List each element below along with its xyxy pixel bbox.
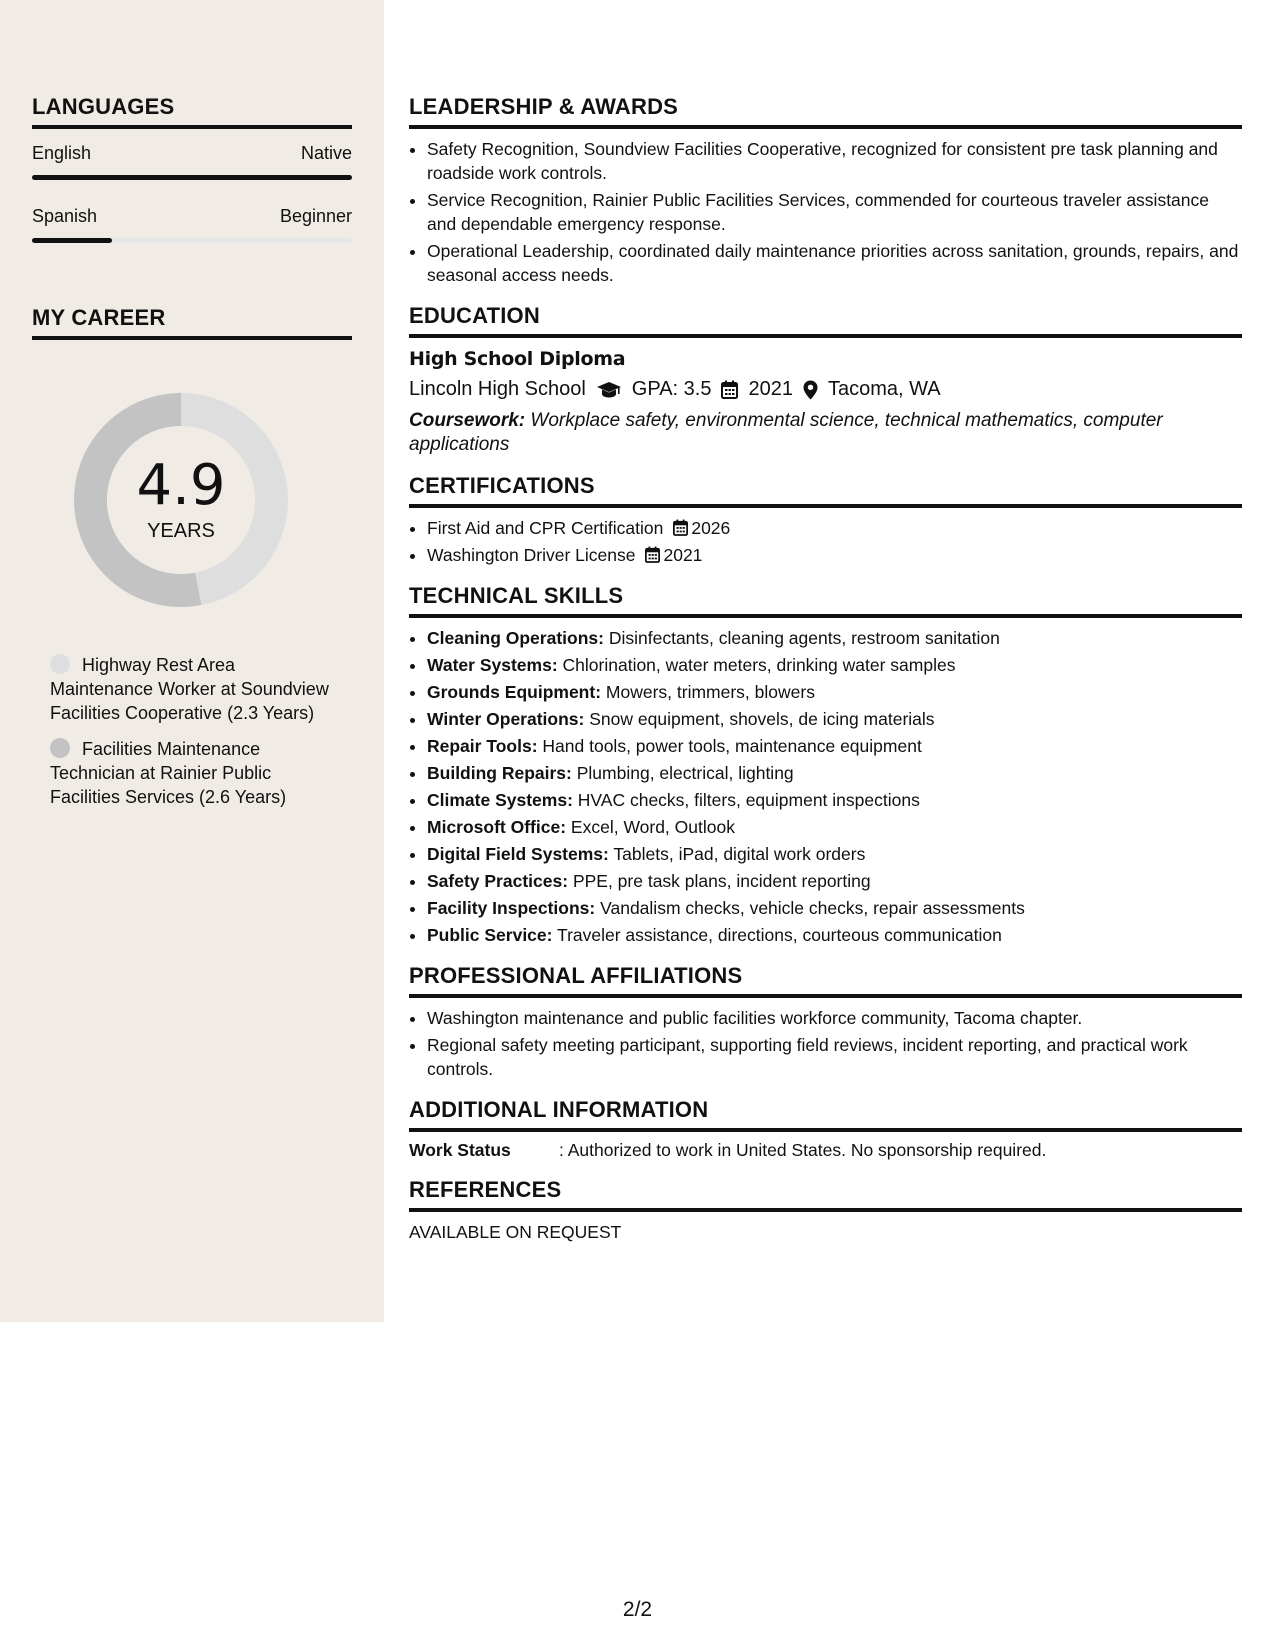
skill-value: Plumbing, electrical, lighting xyxy=(576,763,794,783)
degree-title: High School Diploma xyxy=(409,348,626,370)
certifications-heading: CERTIFICATIONS xyxy=(409,473,1242,508)
languages-list xyxy=(32,143,352,243)
coursework-label: Coursework: xyxy=(409,410,526,431)
sidebar xyxy=(0,0,384,1322)
language-proficiency-fill xyxy=(32,175,352,180)
career-item xyxy=(50,653,330,725)
calendar-icon xyxy=(673,519,688,536)
language-row xyxy=(32,143,352,164)
skill-label: Building Repairs: xyxy=(427,763,572,783)
language-level: Beginner xyxy=(279,206,352,226)
education-section xyxy=(409,303,1242,457)
skill-label: Facility Inspections: xyxy=(427,898,596,918)
career-donut-chart xyxy=(66,385,296,615)
certification-name: Washington Driver License xyxy=(427,545,636,565)
skill-item xyxy=(427,626,1242,650)
skill-item xyxy=(427,761,1242,785)
skill-label: Safety Practices: xyxy=(427,871,569,891)
coursework xyxy=(409,409,1242,457)
language-proficiency-bar xyxy=(32,238,352,243)
graduation-year: 2021 xyxy=(748,378,793,400)
certification-year: 2021 xyxy=(663,545,703,565)
additional-section xyxy=(409,1097,1242,1161)
career-heading: MY CAREER xyxy=(32,305,352,340)
work-status-label: Work Status xyxy=(409,1140,511,1160)
leadership-section xyxy=(409,94,1242,287)
skill-item xyxy=(427,680,1242,704)
skill-value: Traveler assistance, directions, courteous communication xyxy=(557,925,1002,945)
language-name: Spanish xyxy=(32,206,98,226)
references-section xyxy=(409,1177,1242,1243)
certification-name: First Aid and CPR Certification xyxy=(427,518,664,538)
coursework-text: Workplace safety, environmental science, technical mathematics, computer applications xyxy=(409,410,1163,455)
location-pin-icon xyxy=(803,380,818,400)
language-item xyxy=(32,143,352,180)
skills-heading: TECHNICAL SKILLS xyxy=(409,583,1242,618)
skill-label: Repair Tools: xyxy=(427,736,538,756)
skill-value: Mowers, trimmers, blowers xyxy=(605,682,815,702)
skill-item xyxy=(427,842,1242,866)
career-total-value: 4.9 xyxy=(136,452,226,518)
leadership-item: • Service Recognition, Rainier Public Facilities Services, commended for courteous traveler assistance and dependable emergency response. xyxy=(427,188,1242,236)
skill-label: Winter Operations: xyxy=(427,709,585,729)
language-proficiency-fill xyxy=(32,238,112,243)
skill-value: Disinfectants, cleaning agents, restroom sanitation xyxy=(608,628,1000,648)
languages-heading: LANGUAGES xyxy=(32,94,352,129)
affiliation-item: • Regional safety meeting participant, supporting field reviews, incident reporting, and practical work controls. xyxy=(427,1033,1242,1081)
career-item xyxy=(50,737,330,809)
skill-label: Climate Systems: xyxy=(427,790,573,810)
main-content xyxy=(409,0,1242,1259)
education-heading: EDUCATION xyxy=(409,303,1242,338)
leadership-item: • Safety Recognition, Soundview Facilities Cooperative, recognized for consistent pre task planning and roadside work controls. xyxy=(427,137,1242,185)
graduation-cap-icon xyxy=(596,381,622,399)
language-proficiency-bar xyxy=(32,175,352,180)
skill-label: Microsoft Office: xyxy=(427,817,567,837)
skills-section xyxy=(409,583,1242,947)
skill-item xyxy=(427,923,1242,947)
skill-label: Cleaning Operations: xyxy=(427,628,604,648)
work-status-value: : Authorized to work in United States. No sponsorship required. xyxy=(559,1140,1047,1160)
career-item-text: Highway Rest Area Maintenance Worker at Soundview Facilities Cooperative (2.3 Years) xyxy=(50,655,329,723)
language-level: Native xyxy=(300,143,352,163)
page-number: 2/2 xyxy=(622,1598,653,1621)
certification-year: 2026 xyxy=(691,518,731,538)
certifications-list xyxy=(409,516,1242,567)
skill-value: Snow equipment, shovels, de icing materials xyxy=(589,709,935,729)
language-item xyxy=(32,206,352,243)
skill-item xyxy=(427,896,1242,920)
school-location: Tacoma, WA xyxy=(827,378,941,400)
skill-item xyxy=(427,788,1242,812)
leadership-heading: LEADERSHIP & AWARDS xyxy=(409,94,1242,129)
career-total-unit: YEARS xyxy=(147,519,215,542)
leadership-item: • Operational Leadership, coordinated daily maintenance priorities across sanitation, grounds, repairs, and seasonal access needs. xyxy=(427,239,1242,287)
references-heading: REFERENCES xyxy=(409,1177,1242,1212)
affiliations-heading: PROFESSIONAL AFFILIATIONS xyxy=(409,963,1242,998)
skill-value: PPE, pre task plans, incident reporting xyxy=(572,871,871,891)
career-list xyxy=(32,653,352,809)
leadership-list xyxy=(409,137,1242,287)
skill-item xyxy=(427,815,1242,839)
certification-item xyxy=(427,543,1242,567)
skill-value: Chlorination, water meters, drinking water samples xyxy=(562,655,956,675)
career-total xyxy=(66,385,296,615)
calendar-icon xyxy=(645,546,660,563)
skill-label: Water Systems: xyxy=(427,655,558,675)
skill-item xyxy=(427,869,1242,893)
gpa: GPA: 3.5 xyxy=(631,378,712,400)
skill-value: Tablets, iPad, digital work orders xyxy=(613,844,866,864)
skill-value: HVAC checks, filters, equipment inspections xyxy=(577,790,920,810)
references-text: AVAILABLE ON REQUEST xyxy=(409,1222,622,1242)
skill-label: Grounds Equipment: xyxy=(427,682,602,702)
additional-heading: ADDITIONAL INFORMATION xyxy=(409,1097,1242,1132)
skill-value: Excel, Word, Outlook xyxy=(570,817,735,837)
skill-label: Digital Field Systems: xyxy=(427,844,609,864)
skill-value: Vandalism checks, vehicle checks, repair assessments xyxy=(600,898,1025,918)
career-legend-dot xyxy=(50,654,70,674)
skill-item xyxy=(427,734,1242,758)
skills-list xyxy=(409,626,1242,947)
language-row xyxy=(32,206,352,227)
career-legend-dot xyxy=(50,738,70,758)
skill-item xyxy=(427,653,1242,677)
certification-item xyxy=(427,516,1242,540)
work-status-row xyxy=(409,1140,1242,1161)
affiliations-section xyxy=(409,963,1242,1081)
affiliation-item: • Washington maintenance and public facilities workforce community, Tacoma chapter. xyxy=(427,1006,1242,1030)
education-details xyxy=(409,378,1242,401)
school-name: Lincoln High School xyxy=(409,378,586,400)
career-item-text: Facilities Maintenance Technician at Rainier Public Facilities Services (2.6 Years) xyxy=(50,739,287,807)
language-name: English xyxy=(32,143,92,163)
skill-item xyxy=(427,707,1242,731)
certifications-section xyxy=(409,473,1242,567)
calendar-icon xyxy=(721,380,738,399)
skill-label: Public Service: xyxy=(427,925,553,945)
affiliations-list xyxy=(409,1006,1242,1081)
skill-value: Hand tools, power tools, maintenance equipment xyxy=(542,736,922,756)
